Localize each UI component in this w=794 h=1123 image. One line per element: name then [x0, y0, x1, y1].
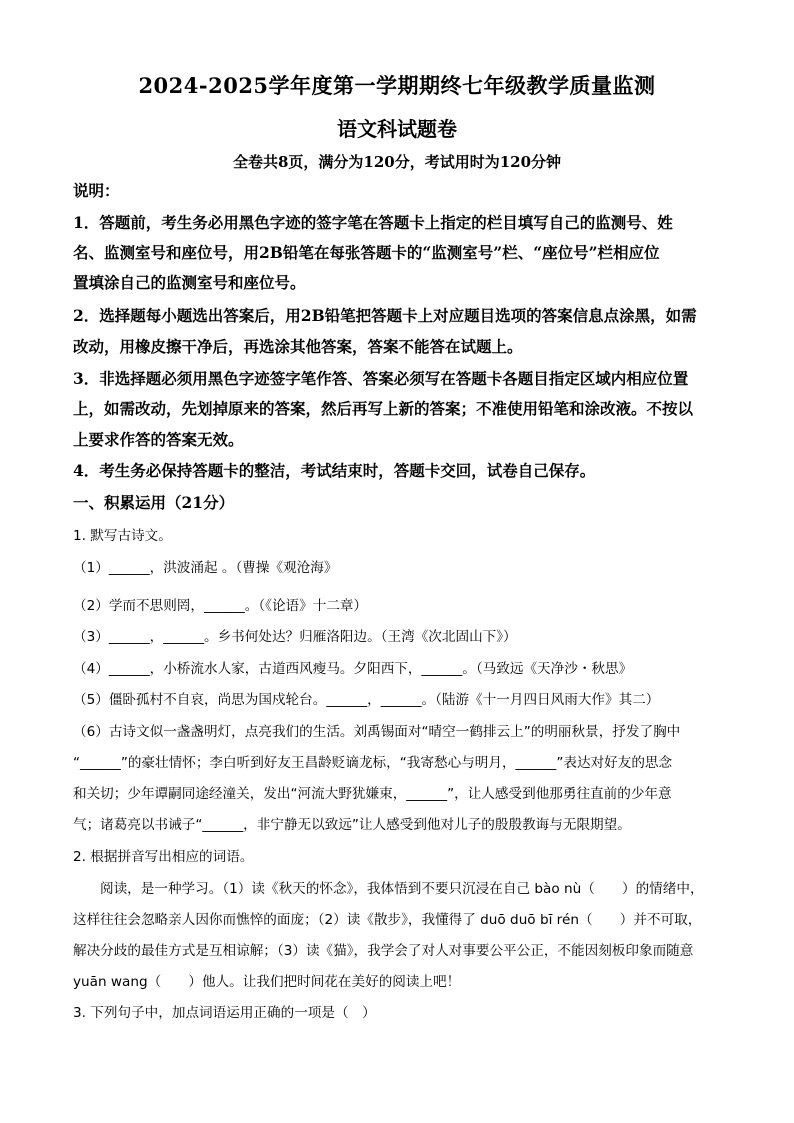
note-line: 2．选择题每小题选出答案后，用2B铅笔把答题卡上对应题目选项的答案信息点涂黑，如需 [73, 306, 697, 325]
question-1-item: （4）______，小桥流水人家，古道西风瘦马。夕阳西下，______。（马致远《天净沙・秋思》 [73, 661, 633, 677]
subject-title: 语文科试题卷 [337, 117, 457, 141]
question-2-stem: 2. 根据拼音写出相应的词语。 [73, 849, 254, 865]
question-1-stem: 1. 默写古诗文。 [73, 528, 172, 544]
note-line: 置填涂自己的监测室号和座位号。 [73, 273, 306, 292]
note-line: 上，如需改动，先划掉原来的答案，然后再写上新的答案；不准使用铅笔和涂改液。不按以 [73, 399, 694, 418]
question-1-item: （1）______，洪波涌起 。（曹操《观沧海》 [73, 560, 338, 576]
section-heading: 一、积累运用（21分） [73, 493, 235, 512]
question-2-passage-line: 阅读，是一种学习。（1）读《秋天的怀念》，我体悟到不要只沉浸在自己 bào nù（ ）的情绪中， [100, 881, 704, 897]
notes-heading: 说明： [73, 181, 120, 200]
question-1-item-6-line: “______”的豪壮情怀；李白听到好友王昌龄贬谪龙标，“我寄愁心与明月，______”表达对好友的思念 [73, 755, 673, 771]
question-2-passage-line: 这样往往会忽略亲人因你而憔悴的面庞；（2）读《散步》，我懂得了 duō duō bī rén（ ）并不可取， [73, 912, 702, 928]
exam-title: 2024-2025学年度第一学期期终七年级教学质量监测 [138, 73, 656, 98]
exam-meta: 全卷共8页，满分为120分，考试用时为120分钟 [232, 153, 562, 171]
question-1-item: （3）______，______。乡书何处达？归雁洛阳边。（王湾《次北固山下》） [73, 629, 517, 645]
question-1-item: （5）僵卧孤村不自哀，尚思为国戍轮台。______，______。（陆游《十一月四日风雨大作》其二） [73, 692, 660, 708]
note-line: 上要求作答的答案无效。 [73, 430, 244, 449]
question-1-item-6-line: 和关切；少年谭嗣同途经潼关，发出“河流大野犹嫌束，______”，让人感受到他那勇往直前的少年意 [73, 786, 672, 802]
question-2-passage-line: 解决分歧的最佳方式是互相谅解；（3）读《猫》，我学会了对人对事要公平公正，不能因刻板印象而随意 [73, 943, 694, 959]
note-line: 名、监测室号和座位号，用2B铅笔在每张答题卡的“监测室号”栏、“座位号”栏相应位 [73, 243, 660, 262]
note-line: 1．答题前，考生务必用黑色字迹的签字笔在答题卡上指定的栏目填写自己的监测号、姓 [73, 213, 673, 232]
question-1-item-6-line: 气；诸葛亮以书诫子“______，非宁静无以致远”让人感受到他对儿子的殷殷教诲与无限期望。 [73, 817, 631, 833]
note-line: 3．非选择题必须用黑色字迹签字笔作答、答案必须写在答题卡各题目指定区域内相应位置 [73, 369, 689, 388]
note-line: 改动，用橡皮擦干净后，再选涂其他答案，答案不能答在试题上。 [73, 337, 523, 356]
question-1-item-6-line: （6）古诗文似一盏盏明灯，点亮我们的生活。刘禹锡面对“晴空一鹤排云上”的明丽秋景，抒发了胸中 [73, 724, 681, 740]
note-line: 4．考生务必保持答题卡的整洁，考试结束时，答题卡交回，试卷自己保存。 [73, 461, 596, 480]
question-1-item: （2）学而不思则罔，______。（《论语》十二章） [73, 598, 368, 614]
question-2-passage-line: yuān wang（ ）他人。让我们把时间花在美好的阅读上吧！ [73, 974, 461, 990]
question-3-stem: 3. 下列句子中，加点词语运用正确的一项是（ ） [73, 1005, 376, 1021]
